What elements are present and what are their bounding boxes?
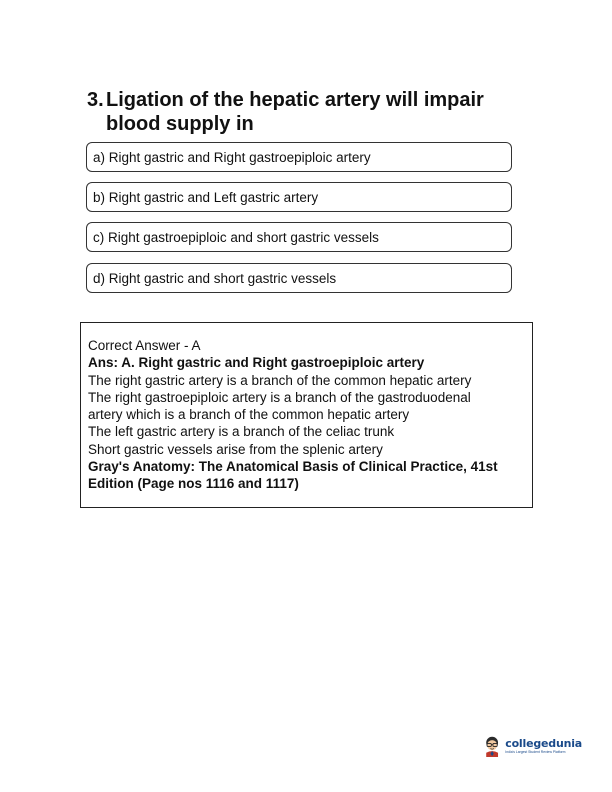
question-line-1: Ligation of the hepatic artery will impair	[106, 89, 484, 111]
explanation-line: The right gastric artery is a branch of the common hepatic artery	[88, 372, 472, 388]
answer-heading: Ans: A. Right gastric and Right gastroepiploic artery	[88, 355, 425, 371]
explanation-line: The left gastric artery is a branch of the celiac trunk	[88, 424, 395, 440]
question-number: 3.	[87, 89, 104, 111]
question-text	[87, 88, 527, 136]
option-b[interactable]: b) Right gastric and Left gastric artery	[86, 182, 512, 212]
explanation-line: Short gastric vessels arise from the splenic artery	[88, 441, 383, 457]
mascot-icon	[482, 733, 502, 759]
logo-name: collegedunia	[505, 736, 582, 750]
explanation-line: artery which is a branch of the common hepatic artery	[88, 407, 410, 423]
explanation-line: The right gastroepiploic artery is a branch of the gastroduodenal	[88, 389, 471, 405]
collegedunia-logo	[482, 730, 582, 762]
option-c[interactable]: c) Right gastroepiploic and short gastric vessels	[86, 222, 512, 252]
answer-explanation-box	[80, 322, 533, 508]
question-line-2: blood supply in	[106, 113, 254, 135]
option-a[interactable]: a) Right gastric and Right gastroepiploic artery	[86, 142, 512, 172]
option-d[interactable]: d) Right gastric and short gastric vessels	[86, 263, 512, 293]
logo-tagline: India's Largest Student Review Platform	[505, 749, 566, 754]
reference-line: Edition (Page nos 1116 and 1117)	[88, 476, 299, 492]
reference-line: Gray's Anatomy: The Anatomical Basis of Clinical Practice, 41st	[88, 459, 498, 475]
correct-answer-label: Correct Answer - A	[88, 338, 201, 353]
